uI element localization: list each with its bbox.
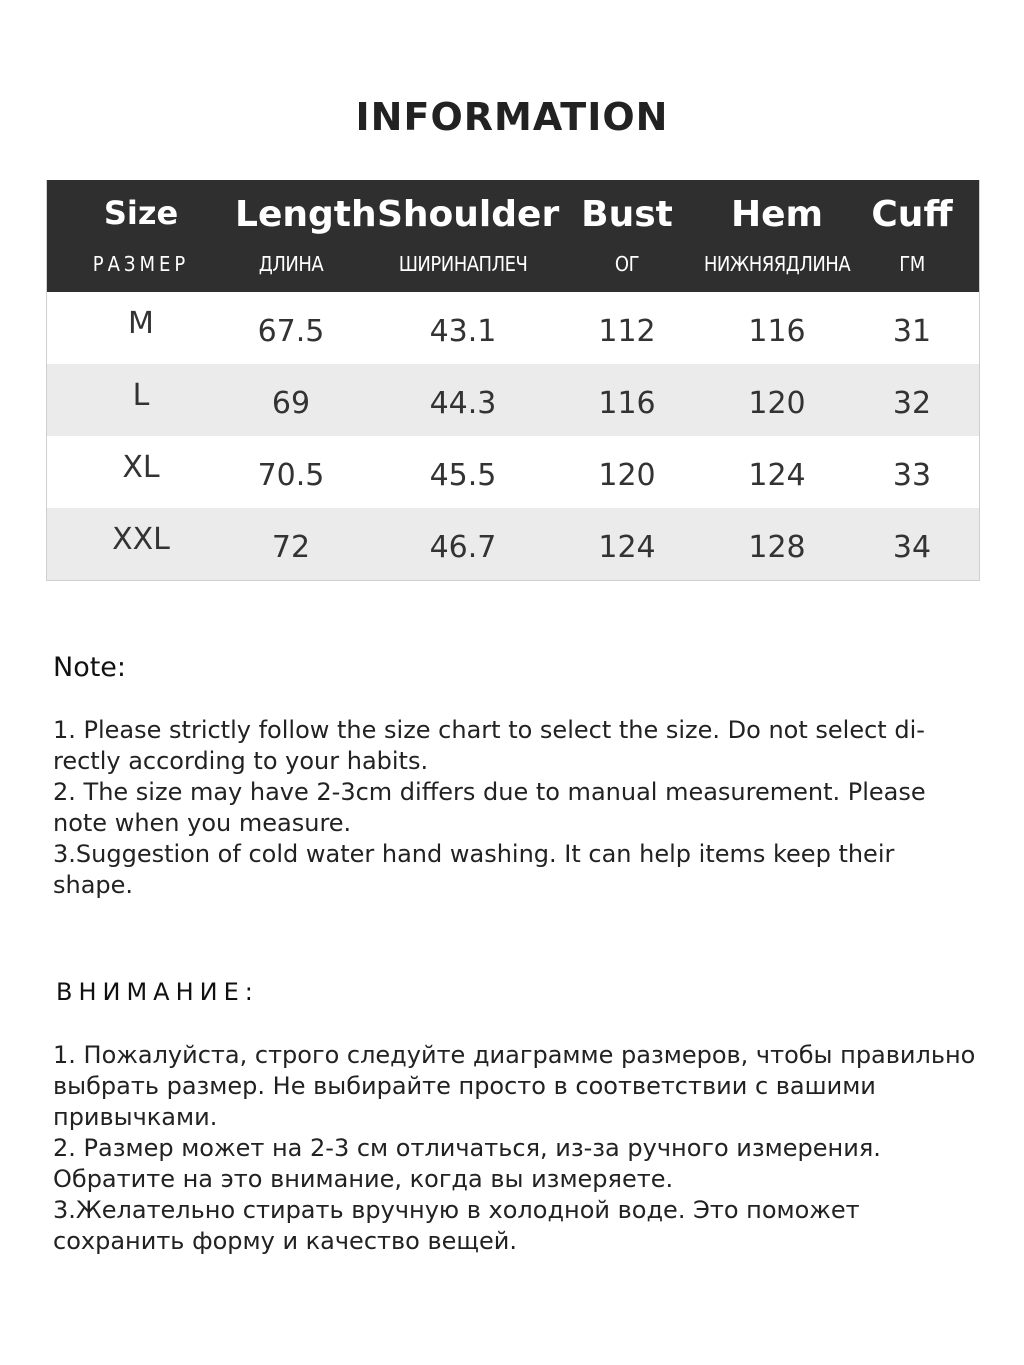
cell-hem: 120 <box>748 386 806 421</box>
note-line: note when you measure. <box>53 809 352 837</box>
header-bust-ru: ОГ <box>614 252 640 276</box>
header-size-en: Size <box>103 194 179 232</box>
cell-cuff: 33 <box>892 458 932 493</box>
cell-length: 72 <box>271 530 311 565</box>
note-ru-line: 3.Желательно стирать вручную в холодной воде. Это поможет <box>53 1196 860 1224</box>
note-line: 3.Suggestion of cold water hand washing. It can help items keep their <box>53 840 895 868</box>
size-chart-table <box>46 180 980 581</box>
cell-shoulder: 46.7 <box>429 530 497 565</box>
header-cuff-ru: ГМ <box>899 252 925 276</box>
note-ru-line: сохранить форму и качество вещей. <box>53 1227 517 1255</box>
cell-hem: 124 <box>748 458 806 493</box>
header-length <box>235 180 377 292</box>
note-line: 1. Please strictly follow the size chart to select the size. Do not select di- <box>53 716 925 744</box>
cell-cuff: 32 <box>892 386 932 421</box>
note-ru-line: выбрать размер. Не выбирайте просто в соответствии с вашими <box>53 1072 876 1100</box>
note-line: 2. The size may have 2-3cm differs due to manual measurement. Please <box>53 778 926 806</box>
header-cuff <box>867 180 957 292</box>
cell-cuff: 34 <box>892 530 932 565</box>
header-shoulder <box>377 180 560 292</box>
note-ru-line: 2. Размер может на 2-3 см отличаться, из-за ручного измерения. <box>53 1134 881 1162</box>
note-ru-heading: ВНИМАНИЕ: <box>56 978 259 1006</box>
note-ru-body <box>53 1040 993 1257</box>
table-row <box>47 364 979 436</box>
cell-hem: 128 <box>748 530 806 565</box>
table-header <box>47 180 979 292</box>
cell-bust: 116 <box>598 386 656 421</box>
table-row <box>47 292 979 364</box>
cell-shoulder: 43.1 <box>429 314 497 349</box>
cell-cuff: 31 <box>892 314 932 349</box>
header-hem-ru: НИЖНЯЯДЛИНА <box>703 252 851 276</box>
header-bust <box>572 180 682 292</box>
note-body <box>53 715 973 901</box>
cell-length: 70.5 <box>257 458 325 493</box>
cell-size: L <box>132 378 150 413</box>
table-row <box>47 436 979 508</box>
note-ru-line: привычками. <box>53 1103 218 1131</box>
header-bust-en: Bust <box>581 194 673 235</box>
cell-bust: 124 <box>598 530 656 565</box>
cell-size: XXL <box>112 522 170 557</box>
cell-length: 69 <box>271 386 311 421</box>
cell-size: M <box>128 306 154 341</box>
note-line: rectly according to your habits. <box>53 747 429 775</box>
cell-shoulder: 44.3 <box>429 386 497 421</box>
cell-hem: 116 <box>748 314 806 349</box>
header-size-ru: РАЗМЕР <box>92 252 190 276</box>
cell-size: XL <box>122 450 160 485</box>
note-heading: Note: <box>53 652 127 683</box>
cell-bust: 112 <box>598 314 656 349</box>
header-length-ru: ДЛИНА <box>258 252 324 276</box>
header-size <box>47 180 235 292</box>
header-hem <box>697 180 857 292</box>
cell-bust: 120 <box>598 458 656 493</box>
header-shoulder-en: Shoulder <box>377 194 560 235</box>
page-title: INFORMATION <box>355 95 669 139</box>
table-row <box>47 508 979 580</box>
note-ru-line: 1. Пожалуйста, строго следуйте диаграмме размеров, чтобы правильно <box>53 1041 976 1069</box>
note-line: shape. <box>53 871 134 899</box>
cell-length: 67.5 <box>257 314 325 349</box>
header-hem-en: Hem <box>730 194 824 235</box>
header-length-en: Length <box>235 194 377 235</box>
header-shoulder-ru: ШИРИНАПЛЕЧ <box>398 252 528 276</box>
note-ru-line: Обратите на это внимание, когда вы измеряете. <box>53 1165 674 1193</box>
header-cuff-en: Cuff <box>871 194 953 235</box>
cell-shoulder: 45.5 <box>429 458 497 493</box>
